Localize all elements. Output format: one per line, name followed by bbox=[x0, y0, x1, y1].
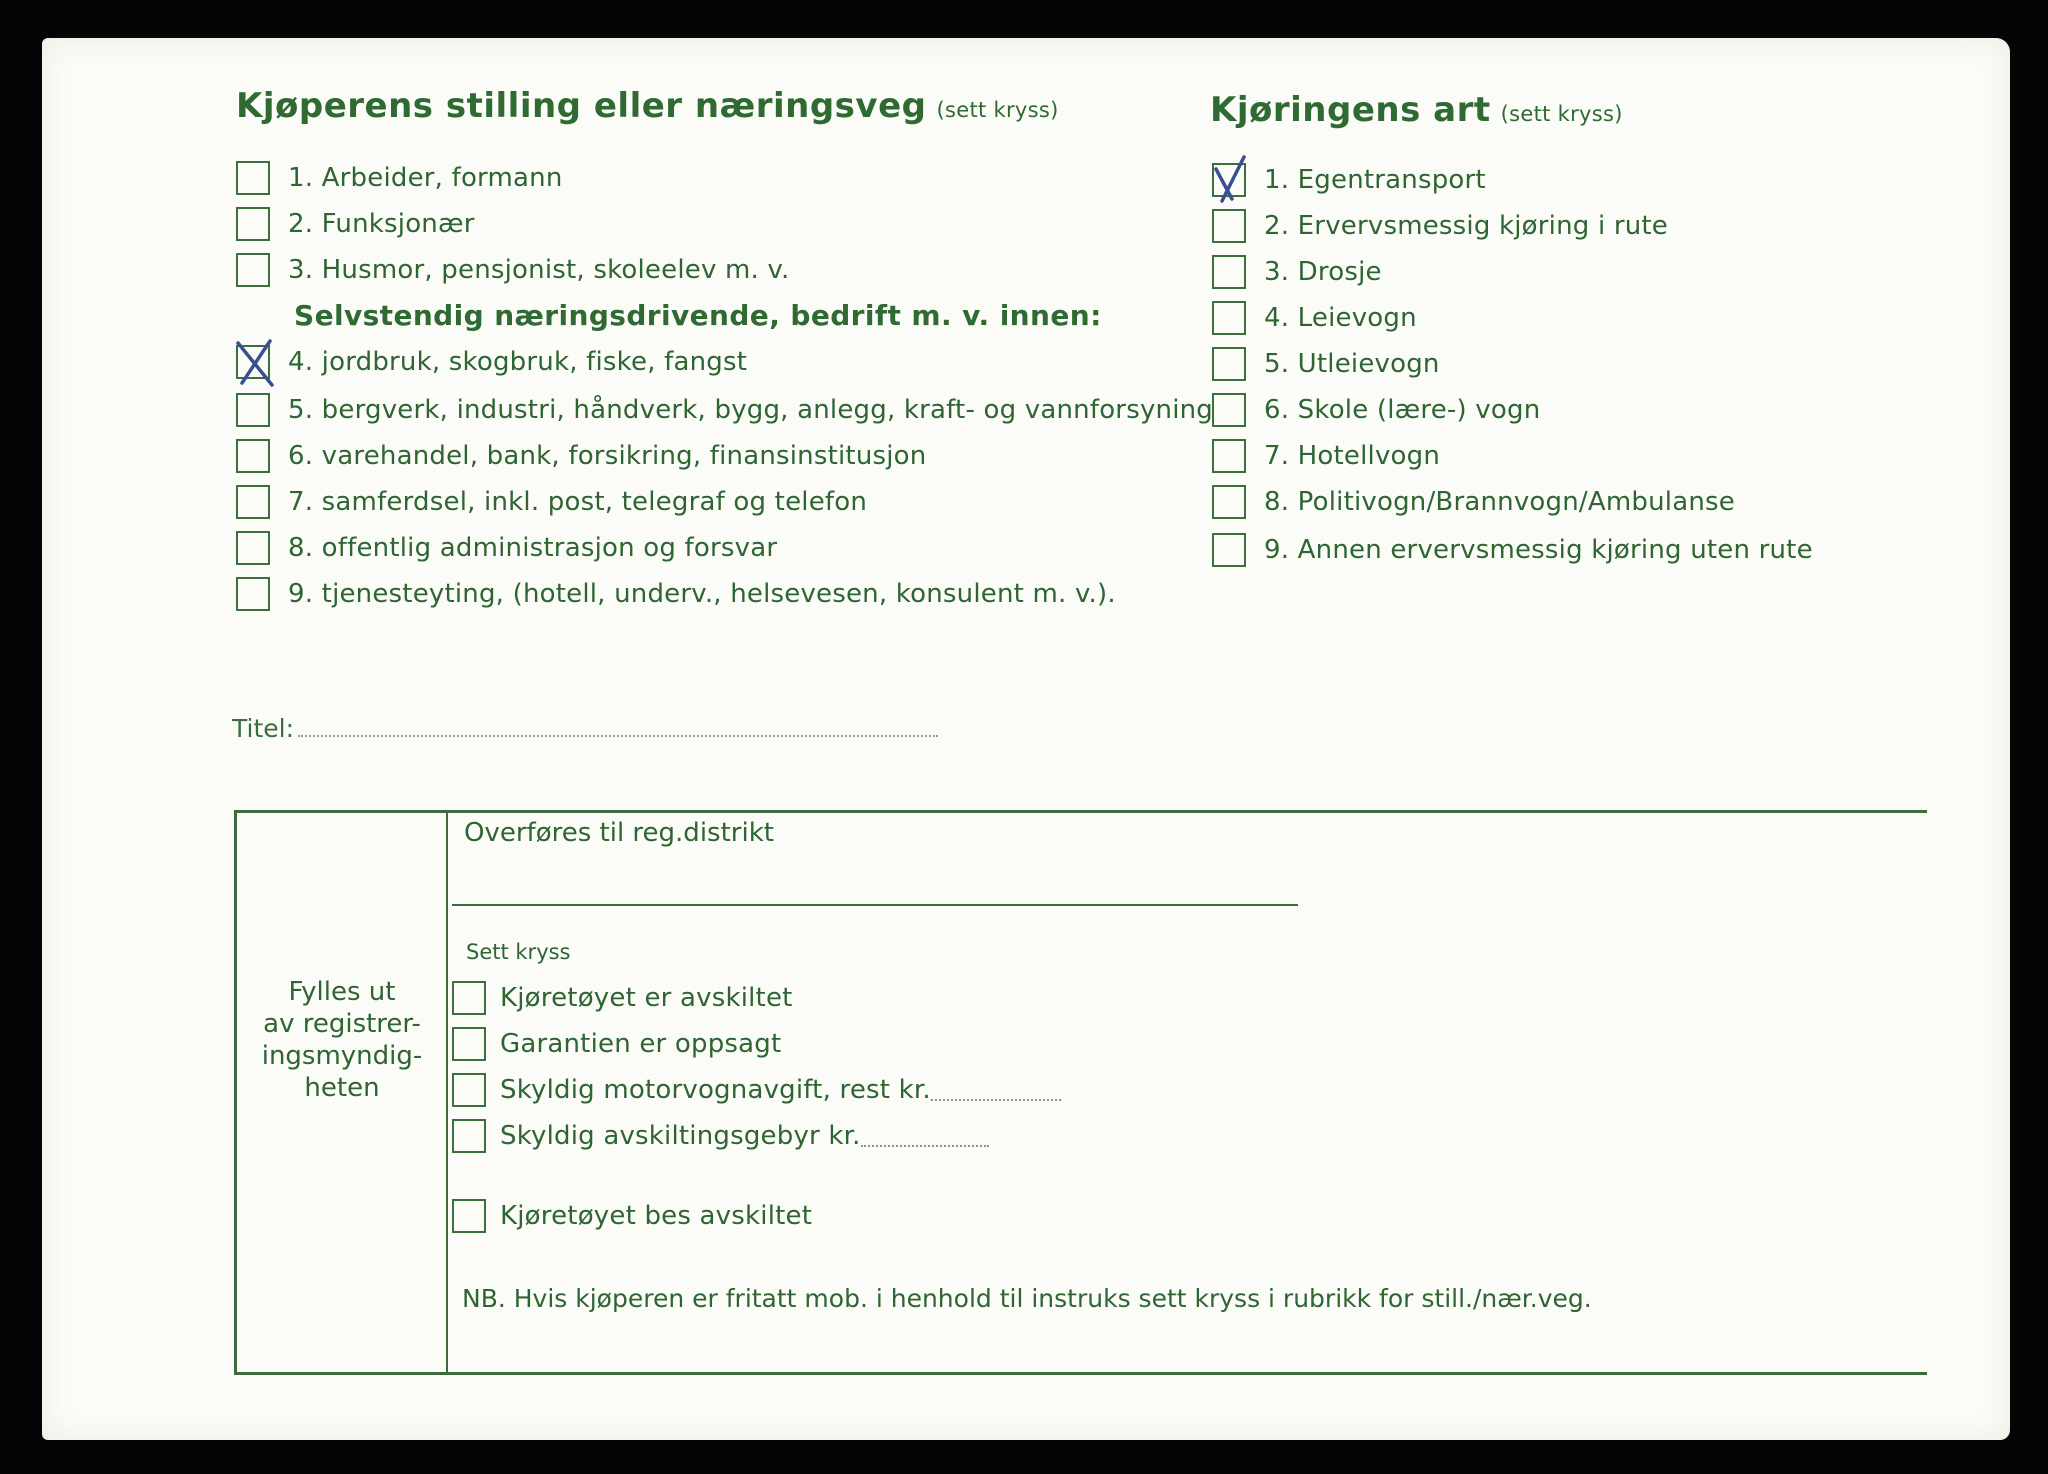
left-item-2[interactable] bbox=[236, 204, 475, 244]
checkbox[interactable] bbox=[452, 1027, 486, 1061]
transfer-district-line[interactable] bbox=[452, 904, 1298, 906]
left-heading: Kjøperens stilling eller næringsveg (sett kryss) bbox=[236, 86, 1059, 126]
checkbox[interactable] bbox=[1212, 533, 1246, 567]
left-item-5[interactable] bbox=[236, 390, 1213, 430]
checkbox[interactable] bbox=[1212, 485, 1246, 519]
checkbox-checked[interactable] bbox=[1212, 163, 1246, 197]
registry-side-note: Fylles ut av registrer- ingsmyndig- heten bbox=[261, 977, 423, 1103]
checkbox[interactable] bbox=[236, 393, 270, 427]
amount-dotted-line[interactable] bbox=[861, 1125, 989, 1147]
titel-label: Titel: bbox=[232, 714, 294, 743]
registry-item-2[interactable] bbox=[452, 1024, 781, 1064]
handwritten-x-mark-icon bbox=[1208, 155, 1254, 207]
item-label: 6. Skole (lære-) vogn bbox=[1264, 395, 1541, 425]
item-label: 5. Utleievogn bbox=[1264, 349, 1440, 379]
left-item-3[interactable] bbox=[236, 250, 790, 290]
item-label: 4. Leievogn bbox=[1264, 303, 1417, 333]
left-item-1[interactable] bbox=[236, 158, 563, 198]
item-label: 4. jordbruk, skogbruk, fiske, fangst bbox=[288, 347, 748, 377]
checkbox[interactable] bbox=[236, 439, 270, 473]
checkbox[interactable] bbox=[452, 981, 486, 1015]
item-label: Skyldig motorvognavgift, rest kr. bbox=[500, 1075, 931, 1105]
item-label: 2. Funksjonær bbox=[288, 209, 475, 239]
titel-dotted-line bbox=[298, 717, 938, 737]
left-item-4[interactable] bbox=[236, 342, 747, 382]
checkbox[interactable] bbox=[236, 577, 270, 611]
self-employed-subheading: Selvstendig næringsdrivende, bedrift m. v. innen: bbox=[294, 299, 1102, 332]
item-label: 3. Drosje bbox=[1264, 257, 1382, 287]
right-item-3[interactable] bbox=[1212, 252, 1382, 292]
checkbox[interactable] bbox=[236, 207, 270, 241]
checkbox[interactable] bbox=[452, 1119, 486, 1153]
checkbox[interactable] bbox=[1212, 209, 1246, 243]
item-label: 5. bergverk, industri, håndverk, bygg, anlegg, kraft- og vannforsyning bbox=[288, 395, 1214, 425]
amount-dotted-line[interactable] bbox=[931, 1079, 1061, 1101]
registry-item-3[interactable] bbox=[452, 1070, 1061, 1110]
frame-top-line bbox=[234, 810, 1927, 813]
checkbox[interactable] bbox=[1212, 301, 1246, 335]
checkbox[interactable] bbox=[452, 1073, 486, 1107]
registry-item-1[interactable] bbox=[452, 978, 793, 1018]
item-label: 2. Ervervsmessig kjøring i rute bbox=[1264, 211, 1668, 241]
item-label: 7. Hotellvogn bbox=[1264, 441, 1441, 471]
right-heading-note: (sett kryss) bbox=[1500, 102, 1623, 126]
checkbox[interactable] bbox=[1212, 439, 1246, 473]
item-label: Kjøretøyet bes avskiltet bbox=[500, 1201, 813, 1231]
right-item-5[interactable] bbox=[1212, 344, 1440, 384]
item-label: 1. Egentransport bbox=[1264, 165, 1486, 195]
right-heading: Kjøringens art (sett kryss) bbox=[1210, 90, 1623, 130]
nb-note: NB. Hvis kjøperen er fritatt mob. i henhold til instruks sett kryss i rubrikk for still./nær.veg. bbox=[462, 1284, 1592, 1313]
checkbox-checked[interactable] bbox=[236, 345, 270, 379]
registry-item-5[interactable] bbox=[452, 1196, 812, 1236]
right-item-6[interactable] bbox=[1212, 390, 1540, 430]
left-item-8[interactable] bbox=[236, 528, 777, 568]
frame-bottom-line bbox=[234, 1372, 1927, 1375]
item-label: 8. Politivogn/Brannvogn/Ambulanse bbox=[1264, 487, 1735, 517]
checkbox[interactable] bbox=[236, 531, 270, 565]
item-label: 1. Arbeider, formann bbox=[288, 163, 563, 193]
titel-field[interactable] bbox=[232, 714, 938, 743]
checkbox[interactable] bbox=[1212, 393, 1246, 427]
checkbox[interactable] bbox=[236, 485, 270, 519]
handwritten-x-mark-icon bbox=[232, 337, 278, 389]
sett-kryss-label: Sett kryss bbox=[466, 940, 571, 964]
checkbox[interactable] bbox=[236, 161, 270, 195]
item-label: Garantien er oppsagt bbox=[500, 1029, 782, 1059]
item-label: Skyldig avskiltingsgebyr kr. bbox=[500, 1121, 861, 1151]
checkbox[interactable] bbox=[452, 1199, 486, 1233]
item-label: 6. varehandel, bank, forsikring, finansinstitusjon bbox=[288, 441, 927, 471]
right-item-8[interactable] bbox=[1212, 482, 1735, 522]
transfer-district-label: Overføres til reg.distrikt bbox=[464, 818, 774, 848]
right-item-4[interactable] bbox=[1212, 298, 1417, 338]
item-label: Kjøretøyet er avskiltet bbox=[500, 983, 793, 1013]
checkbox[interactable] bbox=[236, 253, 270, 287]
checkbox[interactable] bbox=[1212, 347, 1246, 381]
left-item-7[interactable] bbox=[236, 482, 867, 522]
left-item-9[interactable] bbox=[236, 574, 1116, 614]
left-heading-note: (sett kryss) bbox=[936, 98, 1059, 122]
right-item-9[interactable] bbox=[1212, 530, 1813, 570]
item-label: 8. offentlig administrasjon og forsvar bbox=[288, 533, 778, 563]
checkbox[interactable] bbox=[1212, 255, 1246, 289]
registry-item-4[interactable] bbox=[452, 1116, 989, 1156]
left-item-6[interactable] bbox=[236, 436, 926, 476]
right-item-2[interactable] bbox=[1212, 206, 1668, 246]
item-label: 9. Annen ervervsmessig kjøring uten rute bbox=[1264, 535, 1813, 565]
item-label: 9. tjenesteyting, (hotell, underv., helsevesen, konsulent m. v.). bbox=[288, 579, 1116, 609]
right-item-1[interactable] bbox=[1212, 160, 1486, 200]
item-label: 3. Husmor, pensjonist, skoleelev m. v. bbox=[288, 255, 790, 285]
item-label: 7. samferdsel, inkl. post, telegraf og telefon bbox=[288, 487, 868, 517]
right-item-7[interactable] bbox=[1212, 436, 1440, 476]
